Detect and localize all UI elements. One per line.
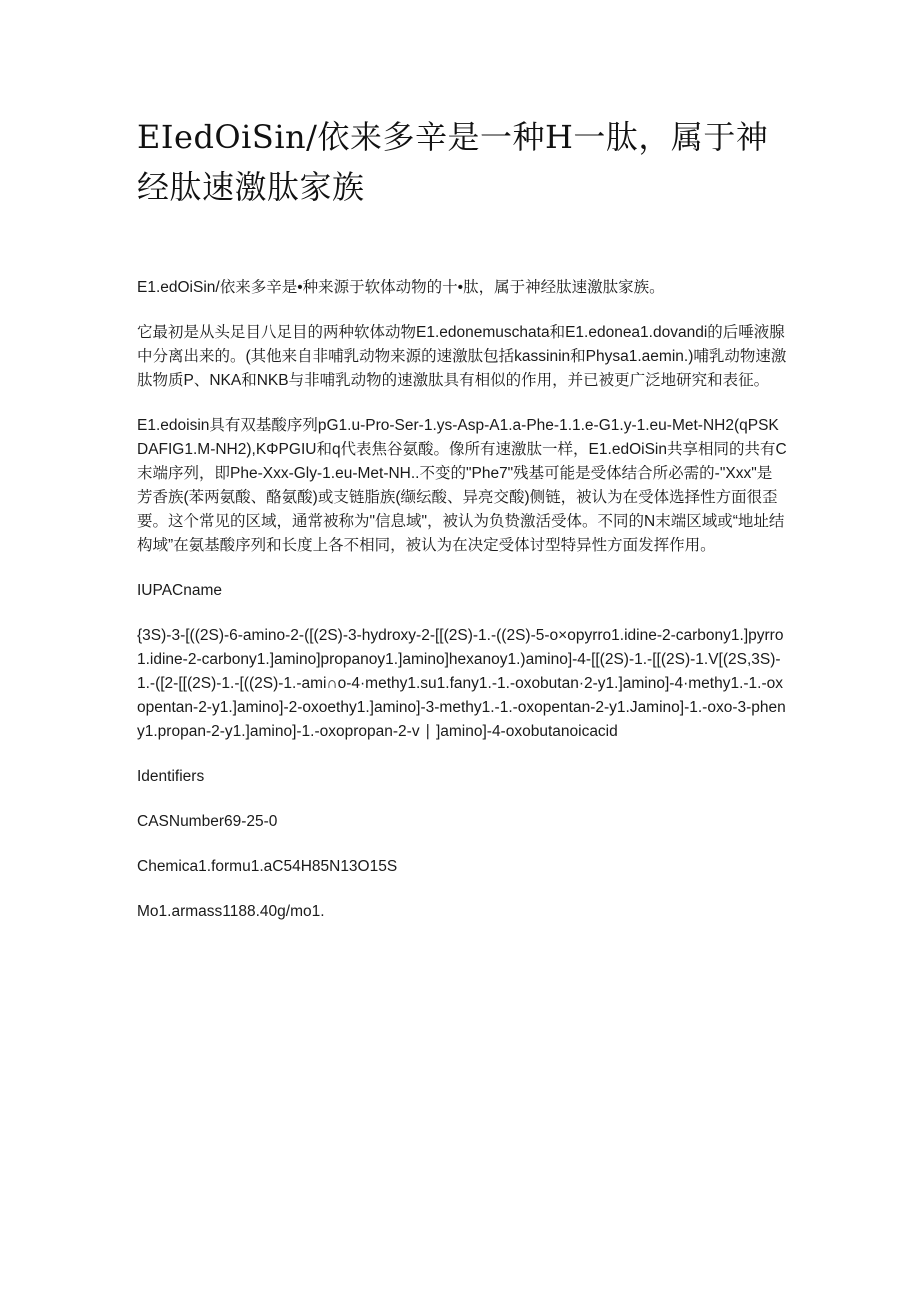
iupac-name: {3S)-3-[((2S)-6-amino-2-([(2S)-3-hydroxy-2-[[(2S)-1.-((2S)-5-o×opyrro1.idine-2-carbony1.]pyrro1.idine-2-carbony1.]amino]propanoy1.]amino]hexanoy1.)amino]-4-[[(2S)-1.-[[(2S)-1.V[(2S,3S)-1.-([2-[[(2S)-1.-[((2S)-1.-ami∩o-4·methy1.su1.fany1.-1.-oxobutan·2-y1.]amino]-4·methy1.-1.-oxopentan-2-y1.]amino]-2-oxoethy1.]amino]-3-methy1.-1.-oxopentan-2-y1.Jamino]-1.-oxo-3-pheny1.propan-2-y1.]amino]-1.-oxopropan-2-v ∣ ]amino]-4-oxobutanoicacid (137, 627, 786, 740)
document-body (137, 276, 787, 945)
molar-mass: Mo1.armass1188.40g/mo1. (137, 903, 325, 920)
origin-paragraph: 它最初是从头足目八足目的两种软体动物E1.edonemuschata和E1.edonea1.dovandi的后唾液腺中分离出来的。(其他来自非哺乳动物来源的速激肽包括kassinin和Physa1.aemin.)哺乳动物速激肽物质P、NKA和NKB与非哺乳动物的速激肽具有相似的作用，并已被更广泛地研究和表征。 (137, 324, 787, 389)
page-title: EIedOiSin/依来多辛是一种H一肽，属于神经肽速激肽家族 (137, 118, 769, 206)
sequence-paragraph: E1.edoisin具有双基酸序列pG1.u-Pro-Ser-1.ys-Asp-A1.a-Phe-1.1.e-G1.y-1.eu-Met-NH2(qPSKDAFIG1.M-NH2),KΦPGIU和q代表焦谷氨酸。像所有速激肽一样，E1.edOiSin共享相同的共有C末端序列，即Phe-Xxx-Gly-1.eu-Met-NH..不变的"Phe7"残基可能是受体结合所必需的-"Xxx"是芳香族(苯两氨酸、酪氨酸)或支链脂族(缬纭酸、异亮交酸)侧链，被认为在受体选择性方面很歪要。这个常见的区域，通常被称为"信息域"，被认为负贽激活受体。不同的N末端区域或“地址结构域”在氨基酸序列和长度上各不相同，被认为在决定受体讨型特异性方面发挥作用。 (137, 417, 787, 554)
chemical-formula: Chemica1.formu1.aC54H85N13O15S (137, 858, 398, 875)
cas-number: CASNumber69-25-0 (137, 813, 278, 830)
iupac-label: IUPACname (137, 582, 222, 599)
identifiers-label: Identifiers (137, 768, 205, 785)
intro-paragraph: E1.edOiSin/依来多辛是•种来源于软体动物的十•肽，属于神经肽速激肽家族。 (137, 279, 665, 296)
